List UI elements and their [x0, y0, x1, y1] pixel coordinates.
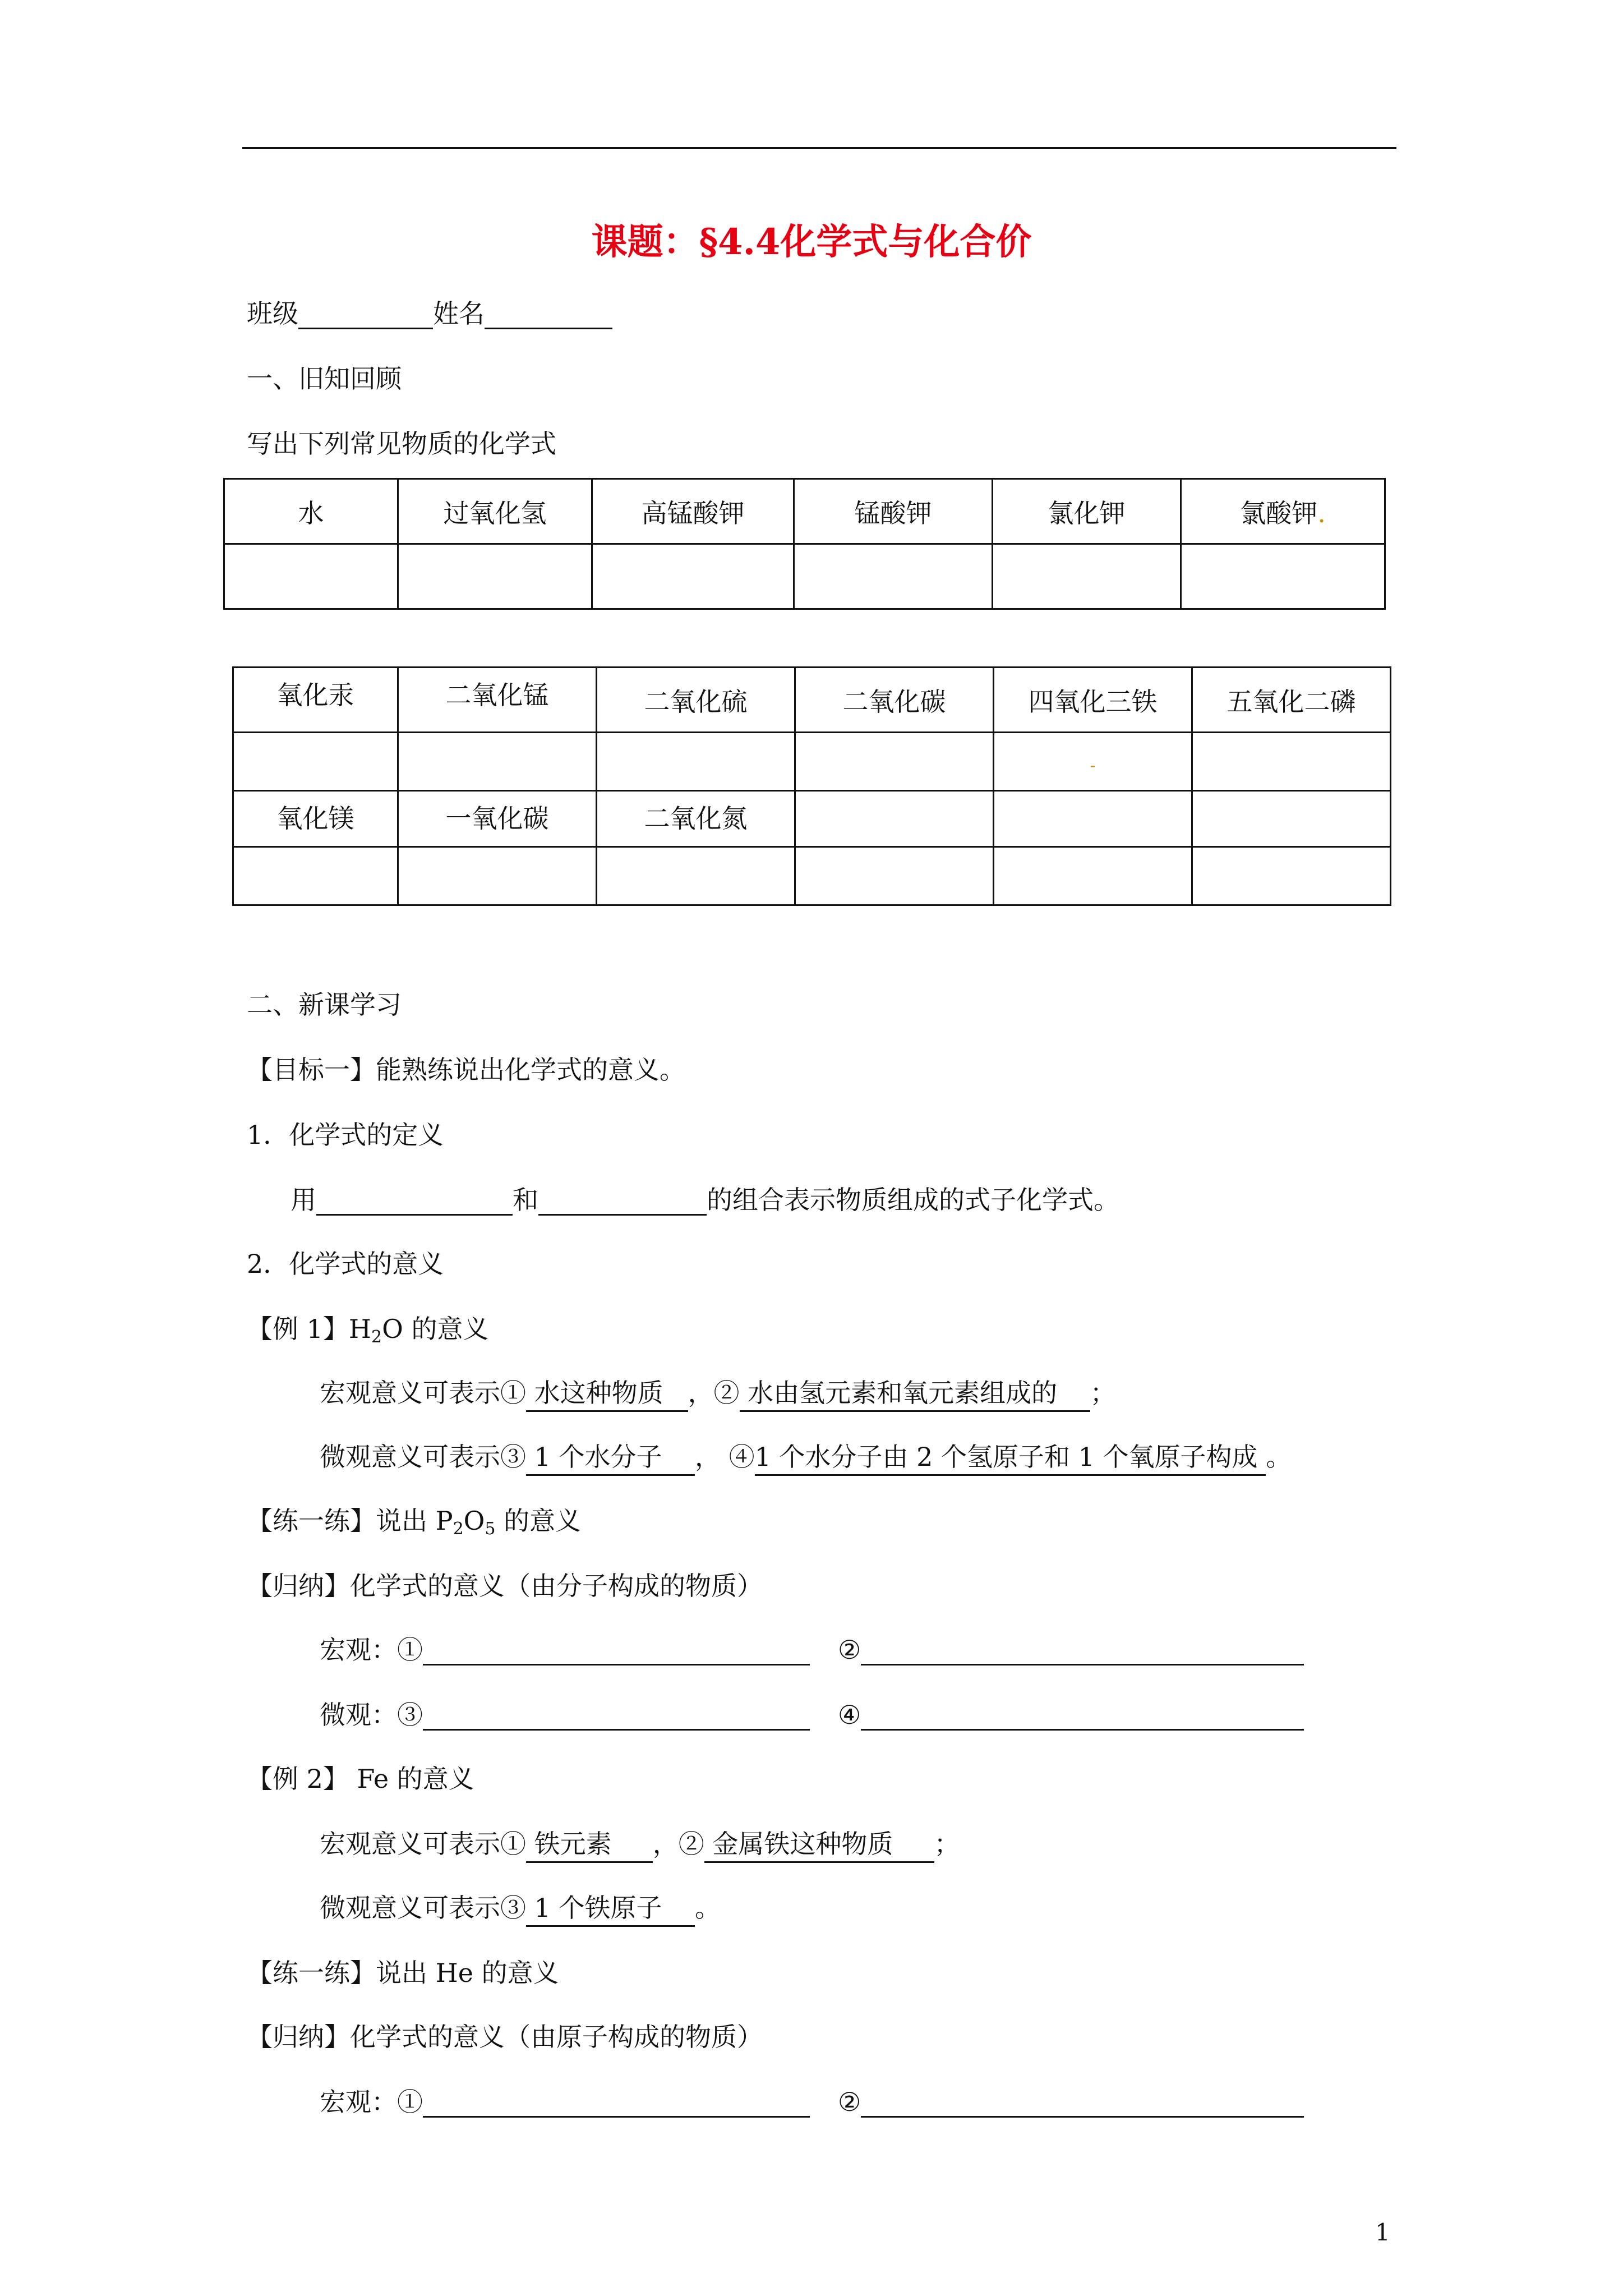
answer-text: 金属铁这种物质 — [704, 1829, 893, 1863]
formula-subscript: 5 — [485, 1519, 496, 1539]
table2-label: 四氧化三铁 — [994, 668, 1192, 733]
page-title: 课题：§4.4化学式与化合价 — [591, 221, 1032, 263]
mark-dash: - — [1090, 756, 1096, 775]
name-blank[interactable] — [485, 298, 612, 329]
goal1: 【目标一】能熟练说出化学式的意义。 — [247, 1055, 685, 1085]
macro-prefix: 宏观意义可表示① — [320, 1378, 526, 1408]
fill-blank[interactable] — [861, 2087, 1304, 2118]
definition-blank-1[interactable] — [316, 1185, 513, 1216]
answer-cell[interactable] — [224, 544, 398, 609]
formula-text: O — [382, 1314, 403, 1344]
answer-cell[interactable] — [597, 733, 795, 791]
def-text-and: 和 — [513, 1185, 538, 1215]
summary1-micro-line — [320, 1700, 1304, 1731]
header-rule — [242, 147, 1396, 149]
formula-text: H — [348, 1314, 372, 1344]
fill-blank[interactable] — [861, 1635, 1304, 1665]
class-label: 班级 — [247, 298, 298, 329]
formula-table-1 — [223, 478, 1386, 610]
section1-heading: 一、旧知回顾 — [247, 364, 402, 394]
summary1: 【归纳】化学式的意义（由分子构成的物质） — [247, 1571, 763, 1601]
formula-subscript: 2 — [453, 1519, 464, 1539]
answer-cell[interactable] — [398, 847, 597, 905]
answer-cell[interactable] — [794, 544, 993, 609]
fill-blank[interactable] — [423, 1635, 810, 1665]
table2-label: 氧化镁 — [233, 791, 398, 847]
formula-text: P — [435, 1506, 453, 1536]
section2-heading: 二、新课学习 — [247, 990, 402, 1020]
answer-cell[interactable] — [994, 791, 1192, 847]
answer-text: 1 个水分子由 2 个氢原子和 1 个氧原子构成 — [755, 1442, 1258, 1476]
table1-header: 高锰酸钾 — [592, 479, 794, 544]
table2-label: 五氧化二磷 — [1192, 668, 1391, 733]
table2-label: 二氧化硫 — [597, 668, 795, 733]
practice-label: 【练一练】说出 — [247, 1506, 436, 1536]
section1-instruction: 写出下列常见物质的化学式 — [247, 429, 556, 459]
answer-cell[interactable] — [795, 791, 994, 847]
line-end: ； — [1090, 1378, 1116, 1408]
table2-label: 二氧化氮 — [597, 791, 795, 847]
class-name-line — [247, 298, 612, 329]
formula-text: O — [463, 1506, 485, 1536]
answer-cell[interactable] — [233, 847, 398, 905]
answer-text: 1 个铁原子 — [526, 1893, 662, 1927]
answer-cell[interactable] — [994, 847, 1192, 905]
example2-micro-line — [320, 1893, 721, 1924]
answer-cell[interactable] — [1181, 544, 1385, 609]
summary2-macro-line — [320, 2087, 1304, 2118]
def-text-rest: 的组合表示物质组成的式子化学式。 — [707, 1185, 1119, 1215]
fill-blank[interactable] — [861, 1700, 1304, 1731]
table1-header: 水 — [224, 479, 398, 544]
macro-label: 宏观：① — [320, 1635, 423, 1665]
circle-number: ② — [838, 2087, 861, 2117]
answer-text: 水这种物质 — [526, 1378, 663, 1412]
formula-table-2 — [232, 666, 1391, 906]
answer-cell[interactable] — [1192, 847, 1391, 905]
item2-heading: 2．化学式的意义 — [247, 1249, 444, 1279]
table2-label: 二氧化碳 — [795, 668, 994, 733]
macro-prefix: 宏观意义可表示① — [320, 1829, 526, 1859]
answer-cell[interactable] — [994, 733, 1192, 791]
def-text-use: 用 — [291, 1185, 316, 1215]
class-blank[interactable] — [298, 298, 433, 329]
practice-suffix: 的意义 — [495, 1506, 582, 1536]
example1-label: 【例 1】 — [247, 1314, 349, 1344]
table2-label: 氧化汞 — [233, 668, 398, 733]
answer-cell[interactable] — [597, 847, 795, 905]
answer-text: 水由氢元素和氧元素组成的 — [740, 1378, 1058, 1412]
circle-number: ④ — [838, 1700, 861, 1730]
answer-cell[interactable] — [795, 733, 994, 791]
line-end: 。 — [695, 1893, 721, 1923]
answer-cell[interactable] — [398, 733, 597, 791]
micro-prefix: 微观意义可表示③ — [320, 1893, 526, 1923]
answer-cell[interactable] — [993, 544, 1181, 609]
example2-macro-line — [320, 1829, 960, 1860]
answer-cell[interactable] — [592, 544, 794, 609]
item1-heading: 1．化学式的定义 — [247, 1120, 444, 1150]
separator: ，② — [688, 1378, 740, 1408]
name-label: 姓名 — [433, 298, 485, 329]
separator: ，② — [652, 1829, 704, 1859]
practice2: 【练一练】说出 He 的意义 — [247, 1958, 559, 1988]
answer-cell[interactable] — [795, 847, 994, 905]
table1-header: 过氧化氢 — [398, 479, 592, 544]
answer-cell[interactable] — [233, 733, 398, 791]
table1-header-cell — [1181, 479, 1385, 544]
summary1-macro-line — [320, 1635, 1304, 1665]
answer-cell[interactable] — [1192, 791, 1391, 847]
page-number: 1 — [1375, 2219, 1390, 2246]
example1-micro-line — [320, 1442, 1292, 1473]
macro-label: 宏观：① — [320, 2087, 423, 2117]
table1-header: 锰酸钾 — [794, 479, 993, 544]
fill-blank[interactable] — [423, 1700, 810, 1731]
mark-dot: . — [1317, 498, 1326, 528]
formula-subscript: 2 — [371, 1327, 382, 1347]
table2-label: 一氧化碳 — [398, 791, 597, 847]
example1-heading — [247, 1314, 488, 1347]
definition-line — [291, 1185, 1119, 1216]
example2-heading: 【例 2】 Fe 的意义 — [247, 1764, 474, 1794]
practice1 — [247, 1506, 581, 1539]
answer-cell[interactable] — [1192, 733, 1391, 791]
micro-label: 微观：③ — [320, 1700, 423, 1730]
fill-blank[interactable] — [423, 2087, 810, 2118]
answer-cell[interactable] — [398, 544, 592, 609]
example1-suffix: 的意义 — [403, 1314, 489, 1344]
answer-text: 铁元素 — [526, 1829, 612, 1863]
line-end: 。 — [1266, 1442, 1292, 1472]
table1-header: 氯化钾 — [993, 479, 1181, 544]
separator: ， ④ — [695, 1442, 755, 1472]
line-end: ； — [934, 1829, 960, 1859]
summary2: 【归纳】化学式的意义（由原子构成的物质） — [247, 2022, 763, 2052]
circle-number: ② — [838, 1635, 861, 1665]
table1-header: 氯酸钾 — [1240, 498, 1318, 528]
example1-macro-line — [320, 1378, 1116, 1409]
definition-blank-2[interactable] — [538, 1185, 707, 1216]
table2-label: 二氧化锰 — [398, 668, 597, 733]
answer-text: 1 个水分子 — [526, 1442, 662, 1476]
micro-prefix: 微观意义可表示③ — [320, 1442, 526, 1472]
